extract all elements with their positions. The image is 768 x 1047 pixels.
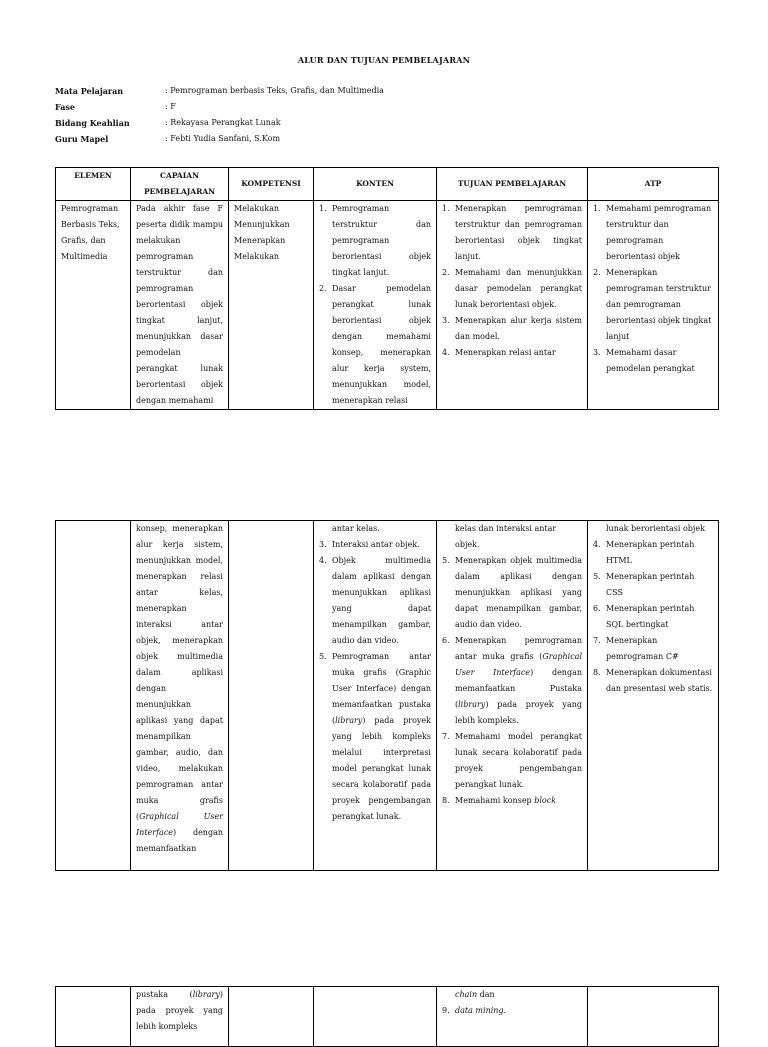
teacher-label: Guru Mapel — [55, 134, 109, 144]
field-row — [55, 118, 384, 134]
capaian-cell: pustaka (library) pada proyek yang lebih kompleks — [131, 987, 229, 1047]
header-tujuan: TUJUAN PEMBELAJARAN — [437, 168, 588, 201]
konten-cell: antar kelas. 3. Interaksi antar objek. 4. Objek multimedia dalam aplikasi dengan menunjukkan aplikasi yang dapat menampilkan gambar, audio dan video. 5. Pemrograman antar muka grafis (Graphic User Interface) dengan memanfaatkan pustaka (library) pada proyek yang lebih kompleks melalui interpretasi model perangkat lunak secara kolaboratif pada proyek pengembangan perangkat lunak. — [314, 521, 437, 871]
table-row — [56, 201, 719, 410]
atp-cell: lunak berorientasi objek 4. Menerapkan perintah HTML 5. Menerapkan perintah CSS 6. Menerapkan perintah SQL bertingkat 7. Menerapkan pemrograman C# 8. Menerapkan dokumentasi dan presentasi web statis. — [588, 521, 719, 871]
subject-info — [55, 86, 384, 150]
teacher-row — [55, 134, 384, 150]
subject-row — [55, 86, 384, 102]
header-kompetensi: KOMPETENSI — [229, 168, 314, 201]
konten-cell: 1. Pemrograman terstruktur dan pemrograman berorientasi objek tingkat lanjut. 2. Dasar pemodelan perangkat lunak berorientasi objek dengan memahami konsep, menerapkan alur kerja system, menunjukkan model, menerapkan relasi — [314, 201, 437, 410]
teacher-value: : Febti Yudia Sanfani, S.Kom — [165, 134, 281, 143]
learning-table-part-2 — [55, 520, 719, 871]
phase-row — [55, 102, 384, 118]
capaian-cell: Pada akhir fase F peserta didik mampu melakukan pemrograman terstruktur dan pemrograman berorientasi objek tingkat lanjut, menunjukkan dasar pemodelan perangkat lunak berorientasi objek dengan memahami — [131, 201, 229, 410]
subject-label: Mata Pelajaran — [55, 86, 124, 96]
konten-cell — [314, 987, 437, 1047]
field-value: : Rekayasa Perangkat Lunak — [165, 118, 281, 127]
header-konten: KONTEN — [314, 168, 437, 201]
tujuan-cell: kelas dan interaksi antar objek. 5. Menerapkan objek multimedia dalam aplikasi dengan menunjukkan aplikasi yang dapat menampilkan gambar, audio dan video. 6. Menerapkan pemrograman antar muka grafis (Graphical User Interface) dengan memanfaatkan Pustaka (library) pada proyek yang lebih kompleks. 7. Memahami model perangkat lunak secara kolaboratif pada proyek pengembangan perangkat lunak. 8. Memahami konsep block — [437, 521, 588, 871]
header-atp: ATP — [588, 168, 719, 201]
elemen-cell — [56, 521, 131, 871]
table-header-row — [56, 168, 719, 201]
learning-table-part-3 — [55, 986, 719, 1047]
capaian-cell: konsep, menerapkan alur kerja sistem, menunjukkan model, menerapkan relasi antar kelas, menerapkan interaksi antar objek, menerapkan objek multimedia dalam aplikasi dengan menunjukkan aplikasi yang dapat menampilkan gambar, audio, dan video, melakukan pemrograman antar muka grafis (Graphical User Interface) dengan memanfaatkan — [131, 521, 229, 871]
elemen-cell — [56, 987, 131, 1047]
kompetensi-cell — [229, 987, 314, 1047]
atp-cell — [588, 987, 719, 1047]
tujuan-cell: 1. Menerapkan pemrograman terstruktur dan pemrograman berorientasi objek tingkat lanjut. 2. Memahami dan menunjukkan dasar pemodelan perangkat lunak berorientasi objek. 3. Menerapkan alur kerja sistem dan model. 4. Menerapkan relasi antar — [437, 201, 588, 410]
subject-value: : Pemrograman berbasis Teks, Grafis, dan Multimedia — [165, 86, 384, 95]
kompetensi-cell — [229, 521, 314, 871]
tujuan-cell: chain dan 9. data mining. — [437, 987, 588, 1047]
document-title: ALUR DAN TUJUAN PEMBELAJARAN — [297, 55, 471, 65]
header-capaian: CAPAIAN PEMBELAJARAN — [131, 168, 229, 201]
elemen-cell: Pemrograman Berbasis Teks, Grafis, dan Multimedia — [56, 201, 131, 410]
table-row — [56, 987, 719, 1047]
phase-label: Fase — [55, 102, 76, 112]
atp-cell: 1. Memahami pemrograman terstruktur dan pemrograman berorientasi objek 2. Menerapkan pemrograman terstruktur dan pemrograman berorientasi objek tingkat lanjut 3. Memahami dasar pemodelan perangkat — [588, 201, 719, 410]
field-label: Bidang Keahlian — [55, 118, 130, 128]
phase-value: : F — [165, 102, 176, 111]
learning-table-part-1 — [55, 167, 719, 410]
table-row — [56, 521, 719, 871]
header-elemen: ELEMEN — [56, 168, 131, 201]
kompetensi-cell: Melakukan Menunjukkan Menerapkan Melakukan — [229, 201, 314, 410]
